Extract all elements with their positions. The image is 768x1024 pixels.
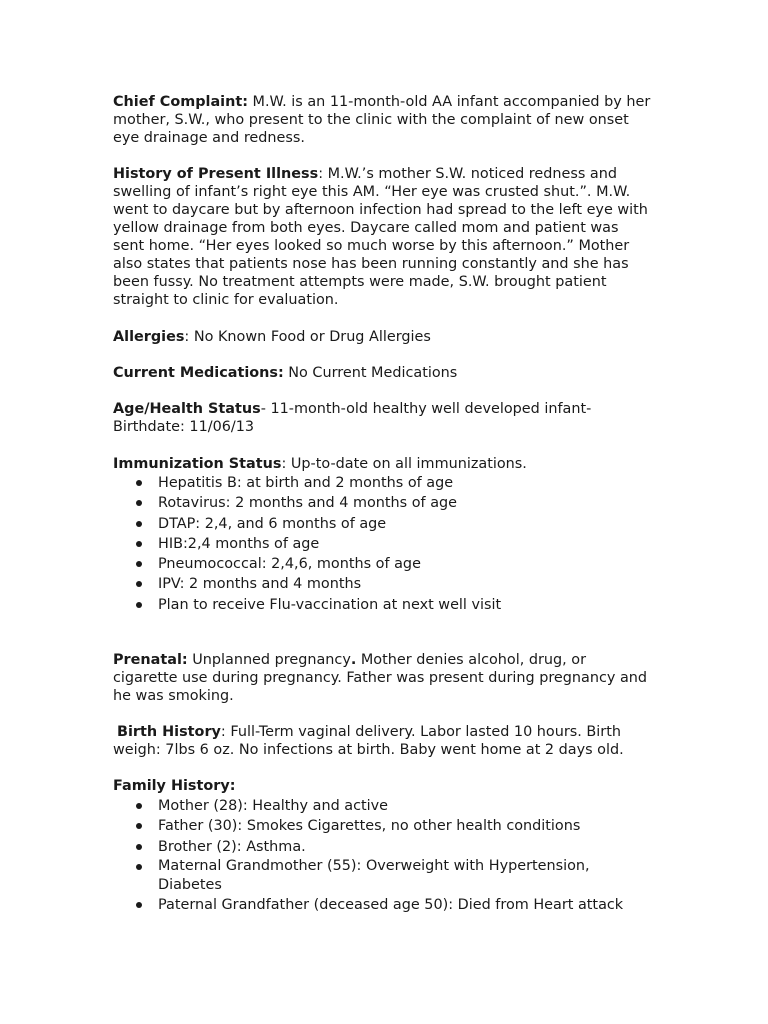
list-item: Maternal Grandmother (55): Overweight with Hypertension, Diabetes <box>113 857 638 895</box>
family-history-list <box>113 796 653 915</box>
bullet-icon <box>136 844 142 850</box>
list-item: Father (30): Smokes Cigarettes, no other health conditions <box>113 816 653 836</box>
prenatal-label: Prenatal: <box>113 652 188 668</box>
list-item: Pneumococcal: 2,4,6, months of age <box>113 554 653 574</box>
immunization-label: Immunization Status <box>113 456 282 472</box>
hpi-paragraph <box>113 165 653 309</box>
prenatal-text-b: Mother denies alcohol, drug, or cigarette use during pregnancy. Father was present during pregnancy and he was smoking. <box>113 652 648 704</box>
chief-complaint-text: M.W. is an 11-month-old AA infant accompanied by her mother, S.W., who present to the clinic with the complaint of new onset eye drainage and redness. <box>113 94 651 146</box>
bullet-icon <box>136 561 142 567</box>
prenatal-text-a: Unplanned pregnancy <box>187 652 351 668</box>
list-item: Plan to receive Flu-vaccination at next well visit <box>113 595 653 615</box>
prenatal-paragraph <box>113 651 653 705</box>
list-item: Mother (28): Healthy and active <box>113 796 653 816</box>
bullet-icon <box>136 521 142 527</box>
family-history-label: Family History: <box>113 778 236 794</box>
bullet-icon <box>136 541 142 547</box>
list-item: HIB:2,4 months of age <box>113 534 653 554</box>
medications-label: Current Medications: <box>113 365 284 381</box>
medications-text: No Current Medications <box>283 365 458 381</box>
bullet-icon <box>136 581 142 587</box>
age-health-label: Age/Health Status <box>113 401 261 417</box>
list-item: Rotavirus: 2 months and 4 months of age <box>113 493 653 513</box>
medications-paragraph <box>113 364 653 382</box>
birth-history-text: : Full-Term vaginal delivery. Labor lasted 10 hours. Birth weigh: 7lbs 6 oz. No infections at birth. Baby went home at 2 days old. <box>113 724 624 758</box>
allergies-label: Allergies <box>113 329 185 345</box>
age-health-paragraph <box>113 400 653 436</box>
bullet-icon <box>136 803 142 809</box>
bullet-icon <box>136 480 142 486</box>
list-item: DTAP: 2,4, and 6 months of age <box>113 514 653 534</box>
list-item: IPV: 2 months and 4 months <box>113 574 653 594</box>
age-health-text: - 11-month-old healthy well developed infant- Birthdate: 11/06/13 <box>113 401 592 435</box>
immunization-list <box>113 473 653 615</box>
birth-history-paragraph <box>113 723 653 759</box>
allergies-paragraph <box>113 328 653 346</box>
bullet-icon <box>136 602 142 608</box>
list-item: Paternal Grandfather (deceased age 50): Died from Heart attack <box>113 895 653 915</box>
immunization-text: : Up-to-date on all immunizations. <box>281 456 527 472</box>
bullet-icon <box>136 823 142 829</box>
prenatal-bold-dot: . <box>350 652 357 668</box>
family-history-paragraph <box>113 777 653 795</box>
hpi-text: : M.W.’s mother S.W. noticed redness and swelling of infant’s right eye this AM. “Her eye was crusted shut.”. M.W. went to daycare but by afternoon infection had spread to the left eye with yellow drainage from both eyes. Daycare called mom and patient was sent home. “Her eyes looked so much worse by this afternoon.” Mother also states that patients nose has been running constantly and she has been fussy. No treatment attempts were made, S.W. brought patient straight to clinic for evaluation. <box>113 166 648 308</box>
birth-history-label: Birth History <box>117 724 221 740</box>
allergies-text: : No Known Food or Drug Allergies <box>184 329 431 345</box>
list-item: Brother (2): Asthma. <box>113 837 653 857</box>
bullet-icon <box>136 500 142 506</box>
list-item: Hepatitis B: at birth and 2 months of age <box>113 473 653 493</box>
bullet-icon <box>136 864 142 870</box>
bullet-icon <box>136 902 142 908</box>
chief-complaint-paragraph <box>113 93 653 147</box>
chief-complaint-label: Chief Complaint: <box>113 94 248 110</box>
immunization-paragraph <box>113 455 653 473</box>
hpi-label: History of Present Illness <box>113 166 319 182</box>
